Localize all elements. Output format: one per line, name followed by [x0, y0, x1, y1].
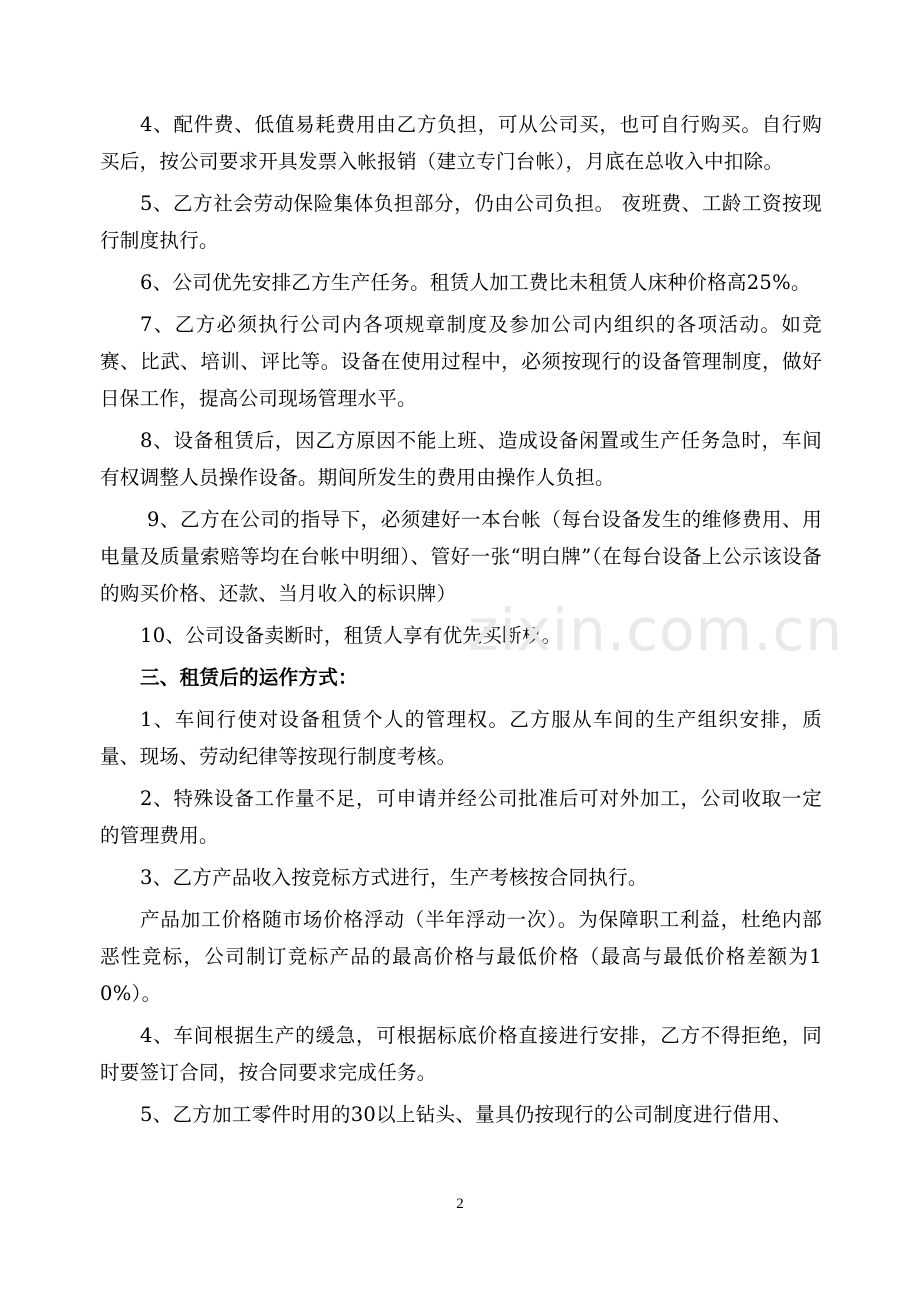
paragraph-price-floating: 产品加工价格随市场价格浮动（半年浮动一次）。为保障职工利益，杜绝内部恶性竞标，公司制订竞标产品的最高价格与最低价格（最高与最低价格差额为10%）。	[100, 908, 822, 1005]
paragraph-item-6-priority-tasks: 6、公司优先安排乙方生产任务。租赁人加工费比未租赁人床种价格高25%。	[140, 271, 811, 294]
section-heading-operation-mode: 三、租赁后的运作方式：	[140, 666, 358, 689]
paragraph-op-2-external-processing: 2、特殊设备工作量不足，可申请并经公司批准后可对外加工，公司收取一定的管理费用。	[100, 787, 822, 847]
paragraph-item-9-ledger: 9、乙方在公司的指导下，必须建好一本台帐（每台设备发生的维修费用、用电量及质量索赔等均在台帐中明细）、管好一张“明白牌”（在每台设备上公示该设备的购买价格、还款、当月收入的标识牌）	[100, 508, 822, 605]
paragraph-item-8-absence: 8、设备租赁后，因乙方原因不能上班、造成设备闲置或生产任务急时，车间有权调整人员操作设备。期间所发生的费用由操作人负担。	[100, 429, 822, 489]
paragraph-op-1-management: 1、车间行使对设备租赁个人的管理权。乙方服从车间的生产组织安排，质量、现场、劳动纪律等按现行制度考核。	[100, 708, 822, 768]
watermark-text: zixin.com.cn	[468, 596, 844, 664]
paragraph-op-3-bidding: 3、乙方产品收入按竞标方式进行，生产考核按合同执行。	[140, 866, 648, 889]
paragraph-op-5-tools: 5、乙方加工零件时用的30以上钻头、量具仍按现行的公司制度进行借用、	[140, 1103, 792, 1126]
document-body	[100, 106, 822, 1138]
paragraph-item-7-rules: 7、乙方必须执行公司内各项规章制度及参加公司内组织的各项活动。如竞赛、比武、培训、评比等。设备在使用过程中，必须按现行的设备管理制度，做好日保工作，提高公司现场管理水平。	[100, 313, 822, 410]
paragraph-op-4-urgency: 4、车间根据生产的缓急，可根据标底价格直接进行安排，乙方不得拒绝，同时要签订合同，按合同要求完成任务。	[100, 1024, 822, 1084]
paragraph-item-10-buyout: 10、公司设备卖断时，租赁人享有优先买断权。	[140, 624, 562, 647]
paragraph-item-5-social-insurance: 5、乙方社会劳动保险集体负担部分，仍由公司负担。 夜班费、工龄工资按现行制度执行。	[100, 192, 822, 252]
page-number: 2	[456, 1196, 464, 1212]
paragraph-item-4-parts-fee: 4、配件费、低值易耗费用由乙方负担，可从公司买，也可自行购买。自行购买后，按公司要求开具发票入帐报销（建立专门台帐），月底在总收入中扣除。	[100, 113, 822, 173]
